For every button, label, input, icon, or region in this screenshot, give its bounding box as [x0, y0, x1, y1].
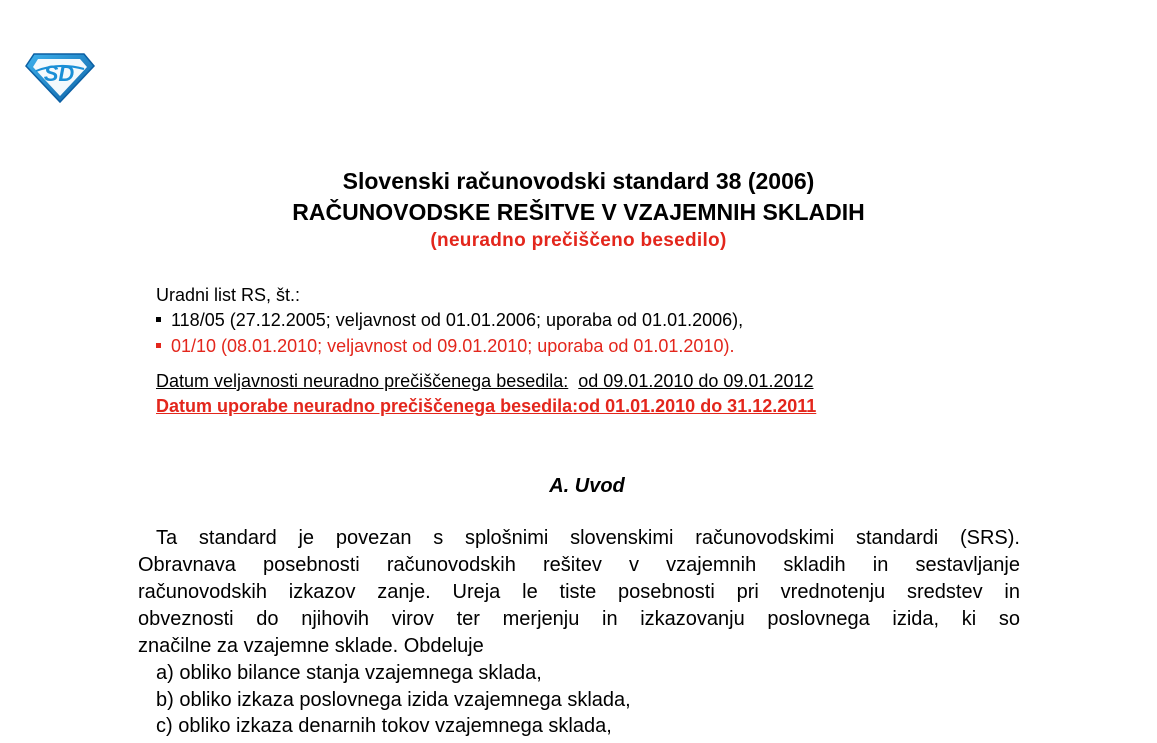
validity-date-line: [156, 369, 814, 393]
paragraph-line: obveznosti do njihovih virov ter merjenju in izkazovanju poslovnega izida, ki so: [138, 608, 1020, 630]
document-subtitle: RAČUNOVODSKE REŠITVE V VZAJEMNIH SKLADIH: [292, 199, 865, 225]
logo-text: SD: [43, 61, 75, 86]
validity-value: od 09.01.2010 do 09.01.2012: [578, 371, 814, 391]
gazette-item-text: 01/10 (08.01.2010; veljavnost od 09.01.2010; uporaba od 01.01.2010).: [171, 336, 735, 356]
usage-date-line: Datum uporabe neuradno prečiščenega besedila:od 01.01.2010 do 31.12.2011: [156, 396, 817, 416]
document-title: Slovenski računovodski standard 38 (2006): [342, 168, 815, 194]
section-heading: A. Uvod: [549, 475, 625, 497]
list-item: c) obliko izkaza denarnih tokov vzajemnega sklada,: [156, 715, 612, 737]
logo: [22, 50, 96, 104]
intro-paragraph: [138, 525, 1020, 660]
scope-list: [156, 660, 631, 740]
list-item: b) obliko izkaza poslovnega izida vzajemnega sklada,: [156, 688, 631, 711]
gazette-item: [156, 308, 743, 332]
sd-logo-icon: [22, 50, 96, 104]
gazette-item: [156, 334, 734, 358]
bullet-icon: [156, 317, 161, 322]
paragraph-line: računovodskih izkazov zanje. Ureja le tiste posebnosti pri vrednotenju sredstev in: [138, 581, 1020, 603]
paragraph-line: značilne za vzajemne sklade. Obdeluje: [138, 635, 484, 657]
unofficial-note: (neuradno prečiščeno besedilo): [430, 230, 727, 251]
paragraph-line: Obravnava posebnosti računovodskih rešitev v vzajemnih skladih in sestavljanje: [138, 554, 1020, 576]
gazette-label: Uradni list RS, št.:: [156, 285, 301, 305]
paragraph-line: Ta standard je povezan s splošnimi slovenskimi računovodskimi standardi (SRS).: [156, 527, 1020, 549]
bullet-icon: [156, 343, 161, 348]
list-item: a) obliko bilance stanja vzajemnega sklada,: [156, 662, 542, 684]
validity-label: Datum veljavnosti neuradno prečiščenega besedila:: [156, 371, 569, 391]
gazette-item-text: 118/05 (27.12.2005; veljavnost od 01.01.2006; uporaba od 01.01.2006),: [171, 310, 744, 330]
